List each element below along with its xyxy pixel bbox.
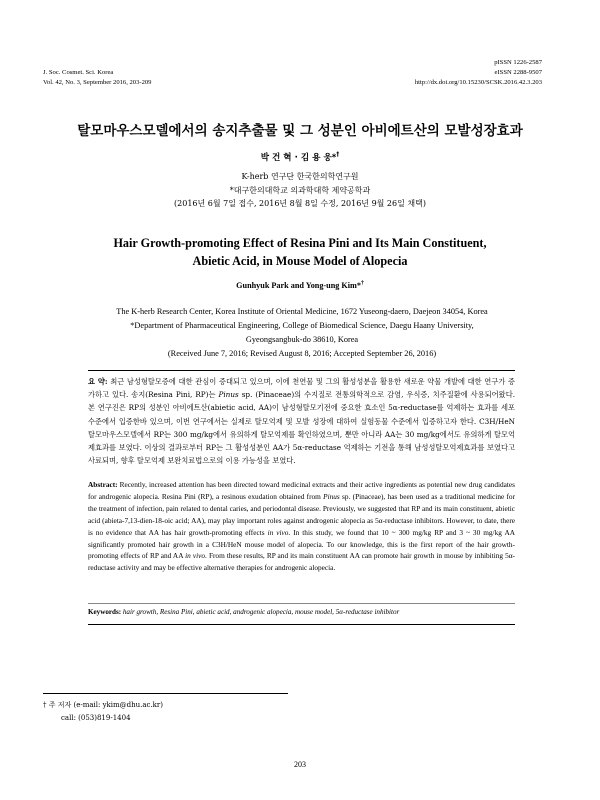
abstract-divider [88,603,515,604]
title-english [60,234,540,270]
authors-english [0,281,600,290]
page-number: 203 [294,760,306,769]
affiliation-en-3: Gyeongsangbuk-do 38610, Korea [245,335,359,345]
abstract-korean: 요 약: 최근 남성형탈모증에 대한 관심이 증대되고 있으며, 이에 천연물 및 그의 활성성분을 활용한 새로운 약물 개발에 대한 연구가 증가하고 있다. 송지(Resina Pini, RP)는 Pinus sp. (Pinaceae)의 수지질로 전통의학적으로 감염, 우식증, 치주질환에 사용되어왔다. 본 연구진은 RP의 성분인 아비에트산(abietic acid, AA)이 남성형탈모기전에 중요한 효소인 5α-reductase를 억제하는 효과를 세포 수준에서 입증한바 있으며, 이번 연구에서는 실제로 탈모억제 및 모발 성장에 대하여 실험동물 수준에서 입증하고자 한다. C3H/HeN 탈모마우스모델에서 RP는 300 mg/kg에서 유의하게 탈모억제를 확인하였으며, 뿐만 아니라 AA는 30 mg/kg에서도 유의하게 탈모억제효과를 보였다. 이상의 결과로부터 RP는 그 활성성분인 AA가 5α-reductase 억제하는 기전을 통해 남성성탈모억제효과를 보였다고 사료되며, 향후 탈모억제 보완치료법으로의 이용 가능성을 보였다. [88,377,515,466]
corresponding-mark-en: † [360,280,364,287]
abstract-korean-label: 요 약: [88,377,108,386]
abstract-top-rule [88,370,515,371]
footnote-rule [43,693,288,694]
keywords-text: hair growth, Resina Pini, abietic acid, androgenic alopecia, mouse model, 5α-reductase inhibitor [121,608,400,616]
abstract-english: Abstract: Recently, increased attention has been directed toward medicinal extracts and their active ingredients as potential new drug candidates for androgenic alopecia. Resina Pini (RP), a resinous exudation obtained from Pinus sp. (Pinaceae), has been used as a traditional medicine for the treatment of infection, pain related to dental caries, and periodontal disease. Previously, we suggested that RP and its main constituent, abietic acid (abieta-7,13-dien-18-oic acid; AA), may play important roles against androgenic alopecia as 5α-reductase inhibitors. However, to date, there is no evidence that AA has hair growth-promoting effects in vivo. In this study, we found that 10 ~ 300 mg/kg RP and 3 ~ 30 mg/kg AA significantly promoted hair growth in a C3H/HeN mouse model of alopecia. To our knowledge, this is the first report of the hair growth-promoting effects of RP and AA in vivo. From these results, RP and its main constituent AA can promote hair growth in mouse by inhibiting 5α-reductase activity and may be effective alternative therapies for androgenic alopecia. [88,480,516,573]
affiliation-ko-2: *대구한의대학교 의과학대학 제약공학과 [229,185,371,195]
keywords [88,608,515,616]
journal-name: J. Soc. Cosmet. Sci. Korea [43,69,114,76]
affiliation-ko-1: K-herb 연구단 한국한의학연구원 [241,172,359,181]
footnote-call: call: (053)819-1404 [61,713,131,722]
dates-ko: (2016년 6월 7일 접수, 2016년 8월 8일 수정, 2016년 9월 26일 채택) [174,199,426,208]
dates-en: (Received June 7, 2016; Revised August 8, 2016; Accepted September 26, 2016) [167,349,437,359]
keywords-label: Keywords: [88,608,122,616]
abstract-english-label: Abstract: [88,480,118,489]
authors-korean-names: 박 건 혁 · 김 용 웅* [260,153,337,163]
footnote [43,699,163,724]
affiliations-english [72,305,532,361]
abstract-bottom-rule [88,624,515,625]
title-english-line-2: Abietic Acid, in Mouse Model of Alopecia [192,254,408,268]
corresponding-mark-ko: † [336,151,340,159]
affiliation-en-2: *Department of Pharmaceutical Engineering, College of Biomedical Science, Daegu Haany University, [130,321,474,331]
title-english-line-1: Hair Growth-promoting Effect of Resina Pini and Its Main Constituent, [113,236,487,250]
title-korean: 탈모마우스모델에서의 송지추출물 및 그 성분인 아비에트산의 모발성장효과 [77,123,523,139]
authors-korean [0,151,600,163]
authors-english-names: Gunhyuk Park and Yong-ung Kim* [236,281,361,290]
doi-link[interactable]: http://dx.doi.org/10.15230/SCSK.2016.42.3.203 [414,79,542,86]
journal-volume: Vol. 42, No. 3, September 2016, 203-209 [43,79,152,86]
journal-meta [43,68,263,88]
eissn: eISSN 2288-9507 [494,69,542,76]
affiliation-en-1: The K-herb Research Center, Korea Institute of Oriental Medicine, 1672 Yuseong-daero, Daejeon 34054, Korea [116,307,488,316]
issn-block [282,58,542,88]
footnote-author: † 주 저자 (e-mail: ykim@dhu.ac.kr) [43,701,164,709]
pissn: pISSN 1226-2587 [494,59,542,66]
affiliations-korean [0,170,600,211]
